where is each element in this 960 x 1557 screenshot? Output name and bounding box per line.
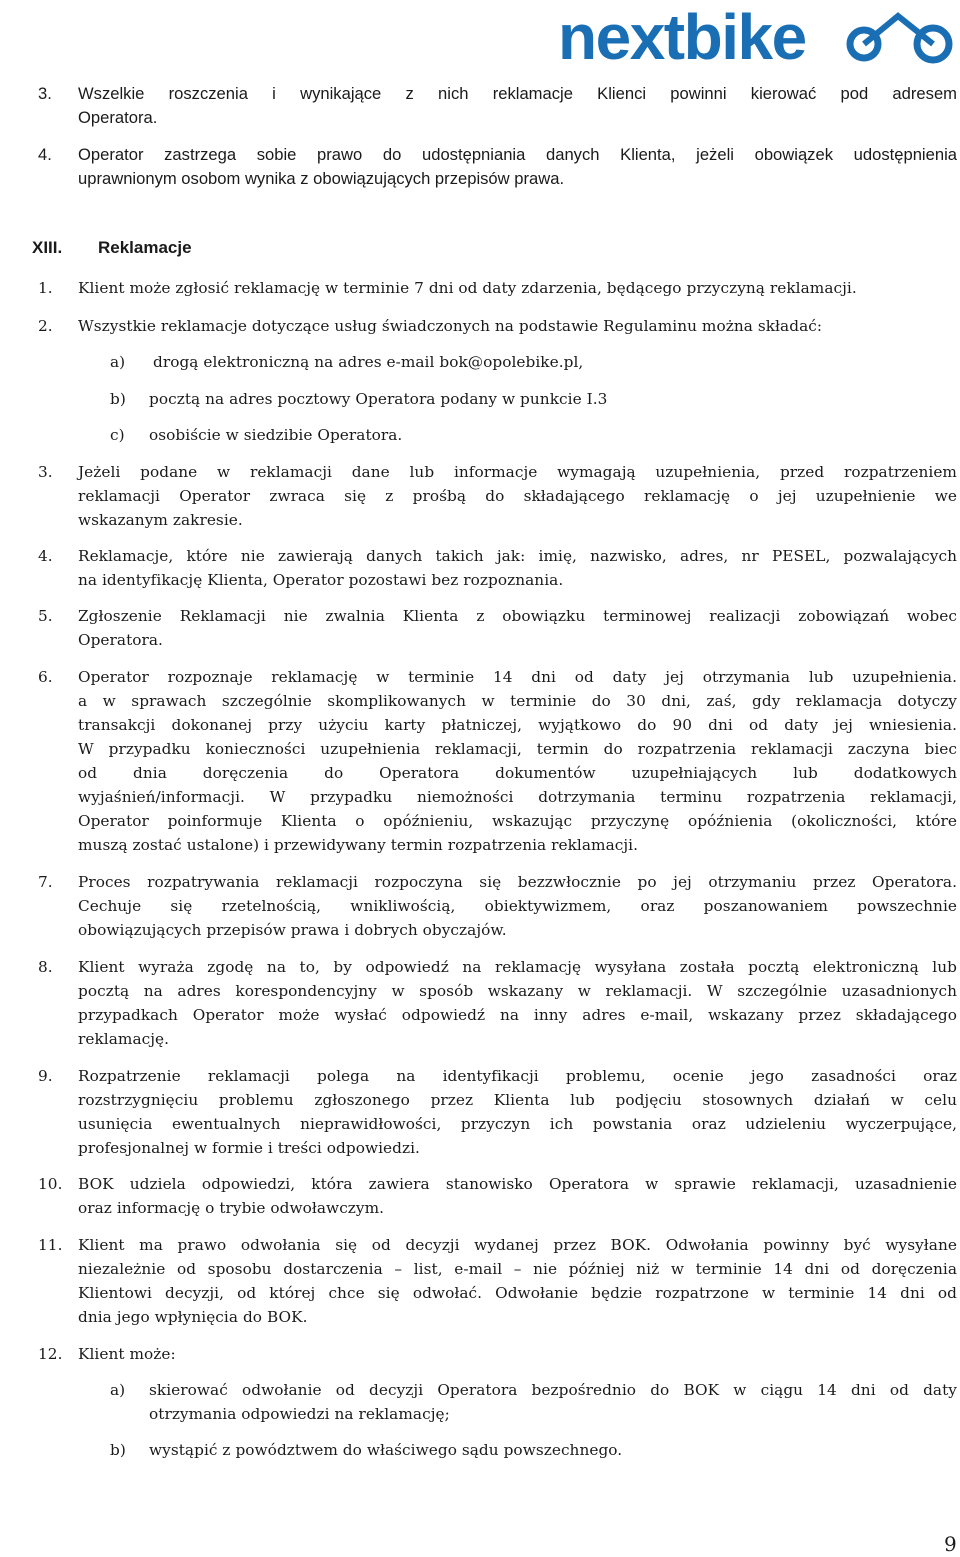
item-text: Wszystkie reklamacje dotyczące usług świadczonych na podstawie Regulaminu można składać: (78, 317, 823, 335)
item-text: Jeżeli podane w reklamacji dane lub informacje wymagają uzupełnienia, przed rozpatrzeniem reklamacji Operator zwraca się z prośbą do składającego reklamację o jej uzupełnienie we wskazanym zakresie. (78, 463, 957, 529)
item-number: 6. (38, 668, 53, 686)
section-number: XIII. (32, 238, 63, 257)
item-number: 3. (38, 463, 53, 481)
item-number: 5. (38, 607, 53, 625)
item-text: Klient wyraża zgodę na to, by odpowiedź na reklamację wysyłana została pocztą elektroniczną lub pocztą na adres korespondencyjny w sposób wskazany w reklamacji. W szczególnie uzasadnionych przypadkach Operator może wysłać odpowiedź na inny adres e-mail, wskazany przez składającego reklamację. (78, 958, 957, 1048)
item-text: Klient może: (78, 1345, 176, 1363)
item-number: 8. (38, 958, 53, 976)
sub-text: osobiście w siedzibie Operatora. (149, 426, 403, 444)
bike-icon (850, 16, 949, 60)
sub-label: c) (110, 426, 125, 444)
sub-label: a) (110, 1381, 126, 1399)
item-number: 1. (38, 279, 53, 297)
item-text: Wszelkie roszczenia i wynikające z nich reklamacje Klienci powinni kierować pod adresem Operatora. (78, 84, 957, 127)
sub-text: wystąpić z powództwem do właściwego sądu powszechnego. (149, 1441, 623, 1459)
item-number: 4. (38, 145, 52, 164)
item-number: 2. (38, 317, 53, 335)
sub-label: a) (110, 353, 126, 371)
item-text: Klient może zgłosić reklamację w terminie 7 dni od daty zdarzenia, będącego przyczyną reklamacji. (78, 279, 857, 297)
item-number: 4. (38, 547, 53, 565)
sub-label: b) (110, 390, 126, 408)
item-number: 11. (38, 1236, 63, 1254)
sub-text: drogą elektroniczną na adres e-mail bok@opolebike.pl, (153, 353, 584, 371)
item-number: 10. (38, 1175, 63, 1193)
item-text: Proces rozpatrywania reklamacji rozpoczyna się bezzwłocznie po jej otrzymaniu przez Operatora. Cechuje się rzetelnością, wnikliwością, obiektywizmem, oraz poszanowaniem powszechnie obowiązujących przepisów prawa i dobrych obyczajów. (78, 873, 957, 939)
item-text: Reklamacje, które nie zawierają danych takich jak: imię, nazwisko, adres, nr PESEL, pozwalających na identyfikację Klienta, Operator pozostawi bez rozpoznania. (78, 547, 957, 589)
item-number: 12. (38, 1345, 63, 1363)
item-text: Zgłoszenie Reklamacji nie zwalnia Klienta z obowiązku terminowej realizacji zobowiązań wobec Operatora. (78, 607, 957, 649)
sub-text: skierować odwołanie od decyzji Operatora bezpośrednio do BOK w ciągu 14 dni od daty otrzymania odpowiedzi na reklamację; (149, 1381, 957, 1423)
sub-label: b) (110, 1441, 126, 1459)
page-number: 9 (944, 1532, 957, 1556)
nextbike-logo (558, 4, 956, 66)
item-text: BOK udziela odpowiedzi, która zawiera stanowisko Operatora w sprawie reklamacji, uzasadnienie oraz informację o trybie odwoławczym. (78, 1175, 957, 1217)
section-title: Reklamacje (98, 238, 192, 257)
item-number: 7. (38, 873, 53, 891)
item-number: 9. (38, 1067, 53, 1085)
item-text: Rozpatrzenie reklamacji polega na identyfikacji problemu, ocenie jego zasadności oraz rozstrzygnięciu problemu zgłoszonego przez Klienta lub podjęciu stosownych działań w celu usunięcia ewentualnych nieprawidłowości, przyczyn ich powstania oraz udzieleniu wyczerpujące, profesjonalnej w formie i treści odpowiedzi. (78, 1067, 957, 1157)
item-number: 3. (38, 84, 52, 103)
logo-wordmark: nextbike (558, 4, 806, 66)
item-text: Operator rozpoznaje reklamację w terminie 14 dni od daty jej otrzymania lub uzupełnienia. a w sprawach szczególnie skomplikowanych w terminie do 30 dni, zaś, gdy reklamacja dotyczy transakcji dokonanej przy użyciu karty płatniczej, wyjątkowo do 90 dni od daty jej wniesienia. W przypadku konieczności uzupełnienia reklamacji, termin do rozpatrzenia reklamacji zaczyna biec od dnia doręczenia do Operatora dokumentów uzupełniających lub dodatkowych wyjaśnień/informacji. W przypadku niemożności dotrzymania terminu rozpatrzenia reklamacji, Operator poinformuje Klienta o opóźnieniu, wskazując przyczynę opóźnienia (okoliczności, które muszą zostać ustalone) i przewidywany termin rozpatrzenia reklamacji. (78, 668, 957, 854)
item-text: Klient ma prawo odwołania się od decyzji wydanej przez BOK. Odwołania powinny być wysyłane niezależnie od sposobu dostarczenia – list, e-mail – nie później niż w terminie 14 dni od doręczenia Klientowi decyzji, od której chce się odwołać. Odwołanie będzie rozpatrzone w terminie 14 dni od dnia jego wpłynięcia do BOK. (78, 1236, 957, 1326)
item-text: Operator zastrzega sobie prawo do udostępniania danych Klienta, jeżeli obowiązek udostępnienia uprawnionym osobom wynika z obowiązujących przepisów prawa. (78, 145, 957, 188)
sub-text: pocztą na adres pocztowy Operatora podany w punkcie I.3 (149, 390, 608, 408)
